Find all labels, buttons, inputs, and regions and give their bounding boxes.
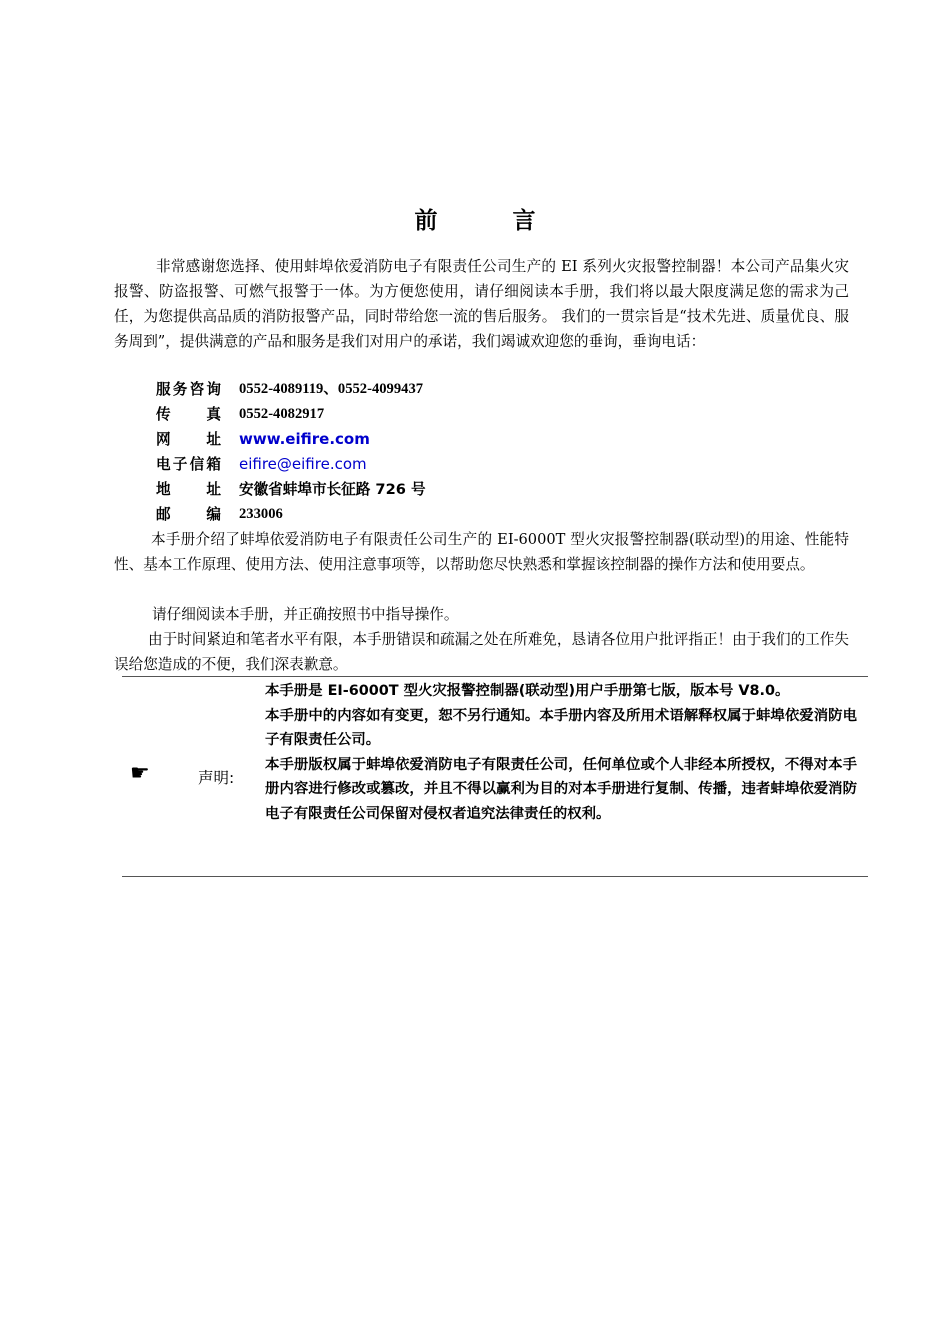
pointing-hand-icon: ☛ <box>130 761 150 786</box>
contact-label: 网址 <box>156 431 221 448</box>
notice-body <box>265 679 857 827</box>
notice-line: 本手册是 EI-6000T 型火灾报警控制器(联动型)用户手册第七版，版本号 V8.0。 <box>265 683 790 699</box>
contact-row-website <box>156 427 426 452</box>
page-title: 前 言 <box>414 208 562 234</box>
contact-label: 地址 <box>156 481 221 498</box>
email-link[interactable]: eifire@eifire.com <box>239 455 367 473</box>
notice-line: 本手册中的内容如有变更，恕不另行通知。本手册内容及所用术语解释权属于蚌埠依爱消防电子有限责任公司。 <box>265 707 857 749</box>
contact-label: 传真 <box>156 406 221 423</box>
apology-paragraph: 由于时间紧迫和笔者水平有限，本手册错误和疏漏之处在所难免，恳请各位用户批评指正！由于我们的工作失误给您造成的不便，我们深表歉意。 <box>114 631 849 673</box>
notice-box <box>122 676 868 877</box>
contact-row-address <box>156 477 426 502</box>
contact-list <box>156 377 426 527</box>
notice-label: 声明: <box>198 769 235 787</box>
contact-label: 邮编 <box>156 506 221 523</box>
manual-intro-paragraph: 本手册介绍了蚌埠依爱消防电子有限责任公司生产的 EI-6000T 型火灾报警控制器(联动型)的用途、性能特性、基本工作原理、使用方法、使用注意事项等，以帮助您尽快熟悉和掌握该控制器的操作方法和使用要点。 <box>114 531 849 573</box>
website-link[interactable]: www.eifire.com <box>239 430 370 448</box>
notice-line: 本手册版权属于蚌埠依爱消防电子有限责任公司，任何单位或个人非经本所授权，不得对本手册内容进行修改或篡改，并且不得以赢利为目的对本手册进行复制、传播，违者蚌埠依爱消防电子有限责任公司保留对侵权者追究法律责任的权利。 <box>265 756 857 822</box>
contact-label: 电子信箱 <box>156 456 221 473</box>
contact-row-service <box>156 377 426 402</box>
address-value: 安徽省蚌埠市长征路 726 号 <box>239 481 426 498</box>
postcode-value: 233006 <box>239 506 283 522</box>
service-phone: 0552-4089119、0552-4099437 <box>239 381 424 397</box>
contact-label: 服务咨询 <box>156 381 221 398</box>
contact-row-postcode <box>156 502 426 527</box>
contact-row-fax <box>156 402 426 427</box>
contact-row-email <box>156 452 426 477</box>
intro-paragraph: 非常感谢您选择、使用蚌埠依爱消防电子有限责任公司生产的 EI 系列火灾报警控制器！本公司产品集火灾报警、防盗报警、可燃气报警于一体。为方便您使用，请仔细阅读本手册，我们将以最大限度满足您的需求为己任，为您提供高品质的消防报警产品，同时带给您一流的售后服务。 我们的一贯宗旨是“技术先进、质量优良、服务周到”，提供满意的产品和服务是我们对用户的承诺，我们竭诚欢迎您的垂询，垂询电话： <box>114 258 849 350</box>
fax-number: 0552-4082917 <box>239 406 325 422</box>
read-instruction-paragraph: 请仔细阅读本手册，并正确按照书中指导操作。 <box>152 606 459 623</box>
